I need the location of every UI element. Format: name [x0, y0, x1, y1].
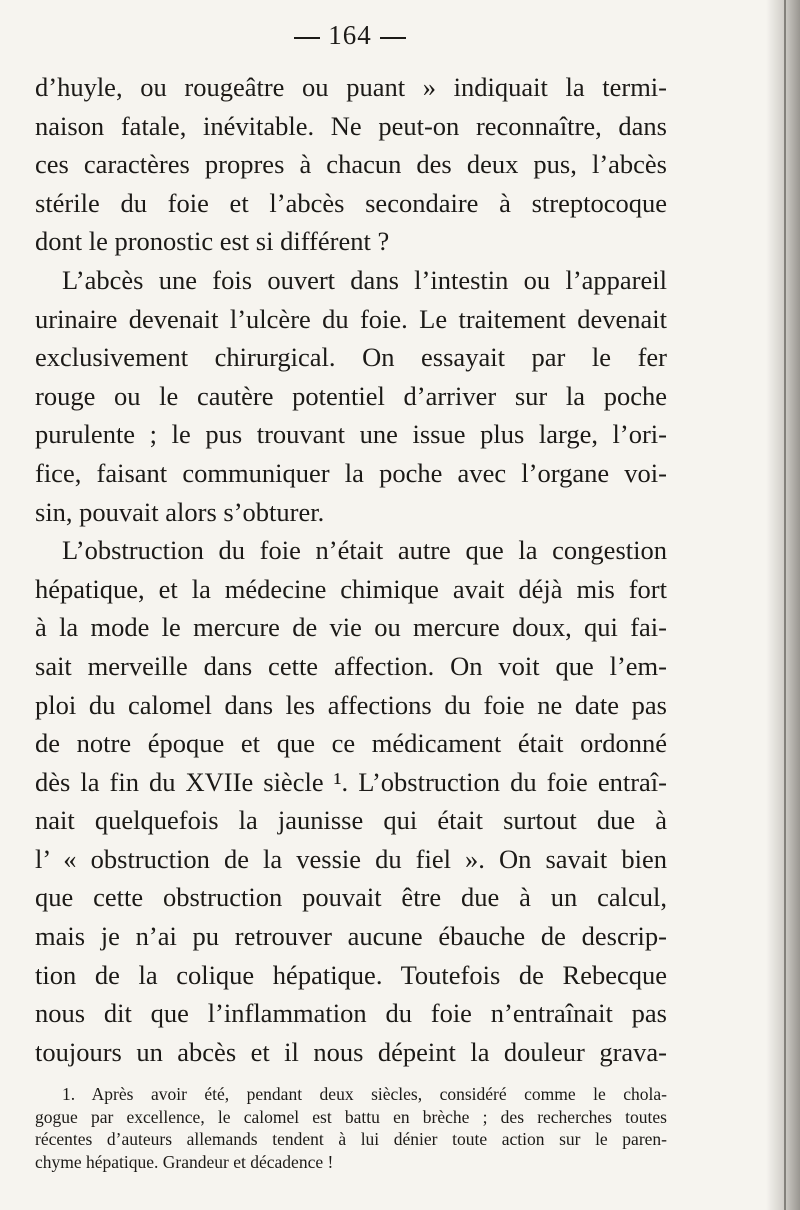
footnote-line: gogue par excellence, le calomel est battu en brèche ; des recherches toutes — [35, 1106, 667, 1127]
text-line: nous dit que l’inflammation du foie n’entraînait pas — [35, 998, 667, 1029]
text-line: d’huyle, ou rougeâtre ou puant » indiquait la termi- — [35, 72, 667, 102]
text-line: sait merveille dans cette affection. On voit que l’em- — [35, 650, 667, 681]
footnote-line: chyme hépatique. Grandeur et décadence ! — [35, 1151, 334, 1172]
header-dash-left — [294, 37, 320, 39]
text-line: L’obstruction du foie n’était autre que la congestion — [62, 535, 667, 566]
footnote-line: récentes d’auteurs allemands tendent à lui dénier toute action sur le paren- — [35, 1129, 667, 1149]
text-line: ces caractères propres à chacun des deux pus, l’abcès — [35, 149, 667, 180]
text-line: fice, faisant communiquer la poche avec l’organe voi- — [35, 457, 667, 488]
text-line: l’ « obstruction de la vessie du fiel ». On savait bien — [35, 843, 667, 874]
body-text — [35, 68, 667, 1071]
text-line: à la mode le mercure de vie ou mercure doux, qui fai- — [35, 612, 667, 643]
text-line: urinaire devenait l’ulcère du foie. Le traitement devenait — [35, 303, 667, 334]
text-line: stérile du foie et l’abcès secondaire à streptocoque — [35, 187, 667, 218]
text-line: mais je n’ai pu retrouver aucune ébauche de descrip- — [35, 921, 667, 952]
footnote-line: 1. Après avoir été, pendant deux siècles, considéré comme le chola- — [62, 1084, 667, 1104]
text-line: exclusivement chirurgical. On essayait par le fer — [35, 342, 667, 373]
text-line: de notre époque et que ce médicament était ordonné — [35, 728, 667, 759]
text-line: ploi du calomel dans les affections du foie ne date pas — [35, 689, 667, 720]
text-line: rouge ou le cautère potentiel d’arriver sur la poche — [35, 380, 667, 411]
text-line: dès la fin du XVIIe siècle ¹. L’obstruction du foie entraî- — [35, 766, 667, 797]
text-line: L’abcès une fois ouvert dans l’intestin ou l’appareil — [62, 264, 667, 295]
text-line: toujours un abcès et il nous dépeint la douleur grava- — [35, 1036, 667, 1067]
text-line: sin, pouvait alors s’obturer. — [35, 496, 325, 527]
scan-binding-edge — [784, 0, 786, 1210]
header-dash-right — [380, 37, 406, 39]
page-header — [0, 20, 700, 51]
page-number: 164 — [328, 20, 372, 50]
text-line: dont le pronostic est si différent ? — [35, 226, 390, 257]
text-line: que cette obstruction pouvait être due à un calcul, — [35, 882, 667, 913]
footnotes — [35, 1083, 667, 1173]
text-line: hépatique, et la médecine chimique avait déjà mis fort — [35, 573, 667, 604]
scan-binding-shadow — [766, 0, 800, 1210]
text-line: naison fatale, inévitable. Ne peut-on reconnaître, dans — [35, 110, 667, 141]
text-line: nait quelquefois la jaunisse qui était surtout due à — [35, 805, 667, 836]
text-line: tion de la colique hépatique. Toutefois de Rebecque — [35, 959, 667, 990]
text-line: purulente ; le pus trouvant une issue plus large, l’ori- — [35, 419, 667, 450]
